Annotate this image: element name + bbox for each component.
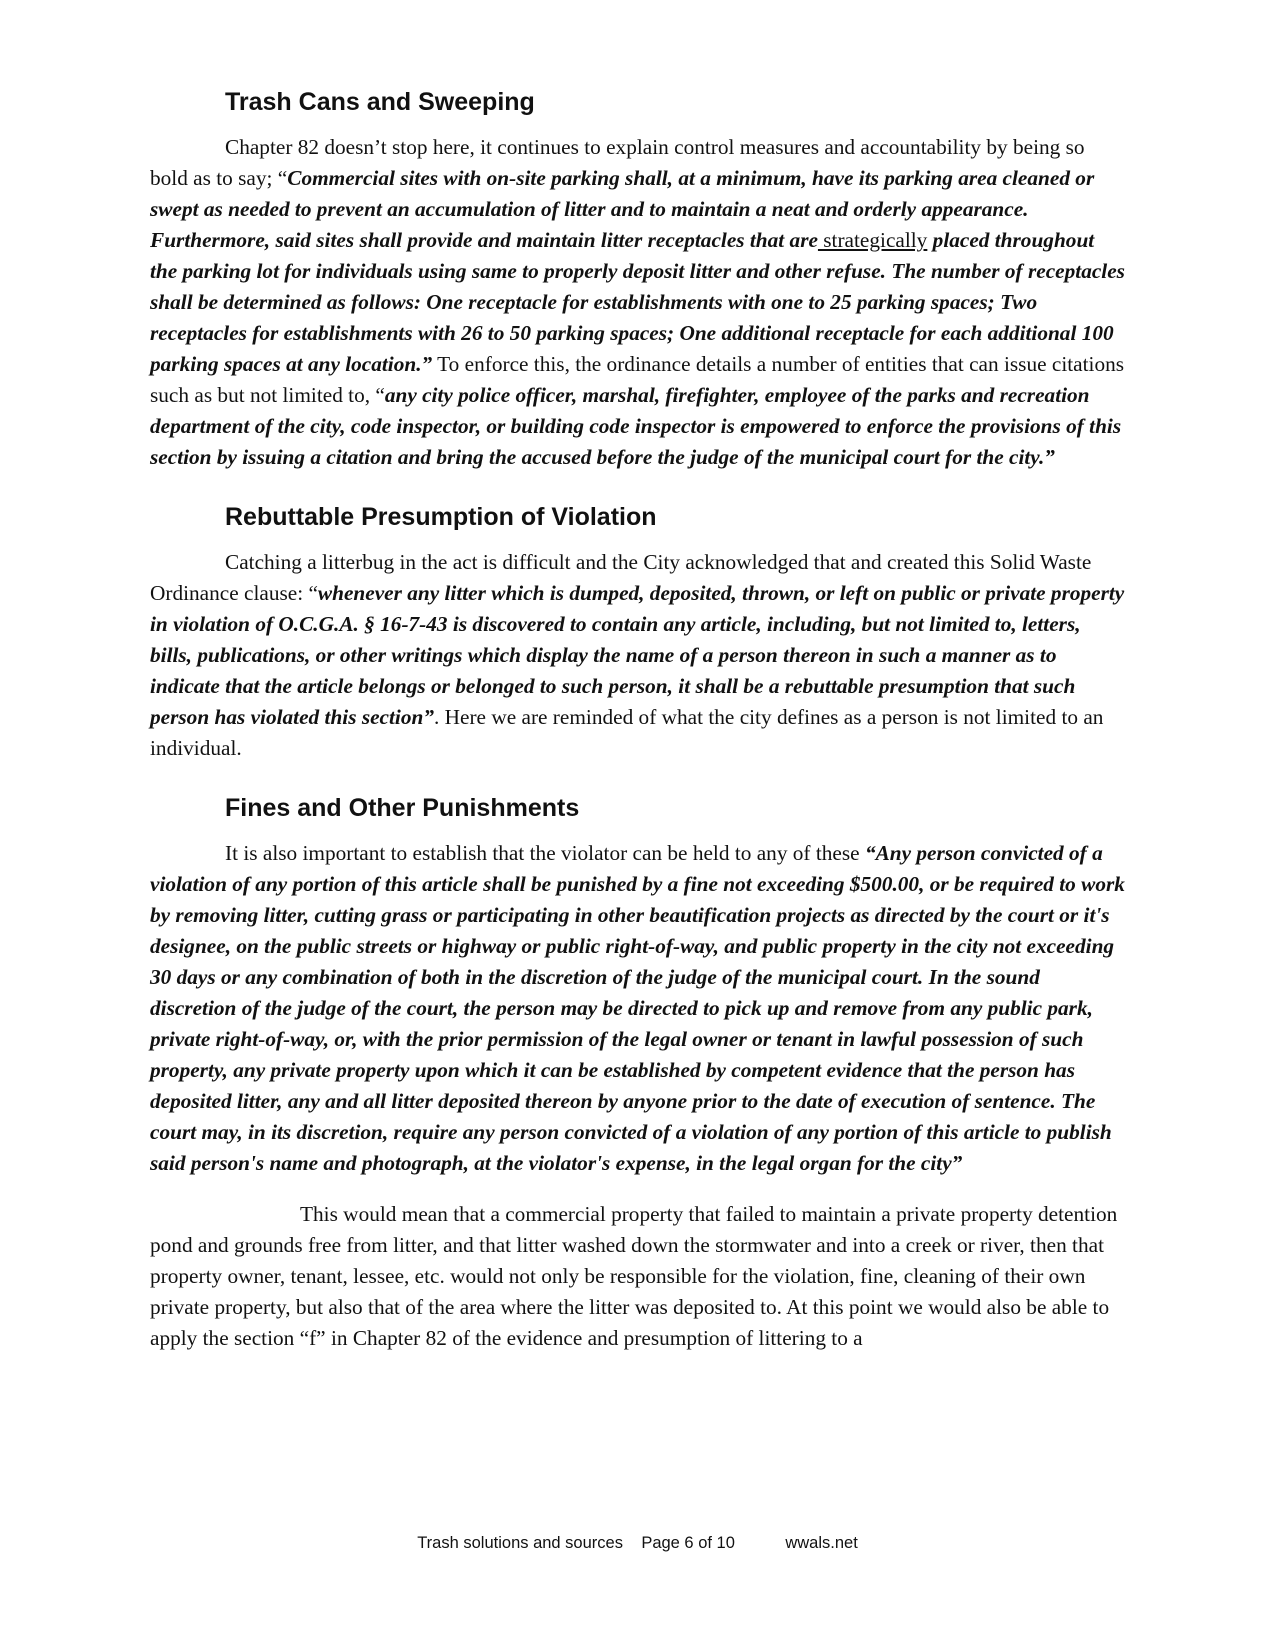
section-heading: Trash Cans and Sweeping xyxy=(225,88,535,116)
plain-text: It is also important to establish that the violator can be held to any of these xyxy=(225,841,865,865)
section-trash-cans xyxy=(150,86,1125,473)
quoted-text: whenever any litter which is dumped, deposited, thrown, or left on public or private property in violation of O.C.G.A. § 16-7-43 is discovered to contain any article, including, but not limited to, letters, bills, publications, or other writings which display the name of a person thereon in such a manner as to indicate that the article belongs or belonged to such person, it shall be a rebuttable presumption that such person has violated this section” xyxy=(150,581,1125,729)
plain-text: Chapter 82 doesn’t stop here, it continues to explain control measures and accountability by being so bold as to say; “ xyxy=(150,135,1085,190)
quoted-text: placed throughout the parking lot for individuals using same to properly deposit litter and other refuse. The number of receptacles shall be determined as follows: One receptacle for establishments with one to 25 parking spaces; Two receptacles for establishments with 26 to 50 parking spaces; One additional receptacle for each additional 100 parking spaces at any location.” xyxy=(150,228,1125,376)
quoted-text: any city police officer, marshal, firefighter, employee of the parks and recreation department of the city, code inspector, or building code inspector is empowered to enforce the provisions of this section by issuing a citation and bring the accused before the judge of the municipal court for the city.” xyxy=(150,383,1122,469)
quoted-text: “Any person convicted of a violation of any portion of this article shall be punished by a fine not exceeding $500.00, or be required to work by removing litter, cutting grass or participating in other beautification projects as directed by the court or it's designee, on the public streets or highway or public right-of-way, and public property in the city not exceeding 30 days or any combination of both in the discretion of the judge of the municipal court. In the sound discretion of the judge of the court, the person may be directed to pick up and remove from any public park, private right-of-way, or, with the prior permission of the legal owner or tenant in lawful possession of such property, any private property upon which it can be established by competent evidence that the person has deposited litter, any and all litter deposited thereon by anyone prior to the date of execution of sentence. The court may, in its discretion, require any person convicted of a violation of any portion of this article to publish said person's name and photograph, at the violator's expense, in the legal organ for the city” xyxy=(150,841,1125,1175)
body-paragraph xyxy=(150,547,1125,764)
section-heading: Fines and Other Punishments xyxy=(225,794,580,822)
section-rebuttable-presumption xyxy=(150,501,1125,764)
footer-page-number: Page 6 of 10 xyxy=(641,1534,735,1552)
plain-text: Catching a litterbug in the act is difficult and the City acknowledged that and created this Solid Waste Ordinance clause: “ xyxy=(150,550,1092,605)
section-fines xyxy=(150,792,1125,1354)
body-paragraph xyxy=(150,132,1125,473)
footer-title: Trash solutions and sources xyxy=(417,1534,623,1552)
body-paragraph: This would mean that a commercial property that failed to maintain a private property detention pond and grounds free from litter, and that litter washed down the stormwater and into a creek or river, then that property owner, tenant, lessee, etc. would not only be responsible for the violation, fine, cleaning of their own private property, but also that of the area where the litter was deposited to. At this point we would also be able to apply the section “f” in Chapter 82 of the evidence and presumption of littering to a xyxy=(150,1202,1118,1350)
body-paragraph xyxy=(150,838,1125,1179)
quoted-text: Commercial sites with on-site parking shall, at a minimum, have its parking area cleaned or swept as needed to prevent an accumulation of litter and to maintain a neat and orderly appearance. Furthermore, said sites shall provide and maintain litter receptacles that are xyxy=(150,166,1095,252)
section-heading: Rebuttable Presumption of Violation xyxy=(225,503,657,531)
plain-text: . Here we are reminded of what the city defines as a person is not limited to an individual. xyxy=(150,705,1104,760)
page-footer xyxy=(0,1534,1275,1553)
underlined-text: strategically xyxy=(817,228,928,252)
footer-site-link[interactable]: wwals.net xyxy=(785,1534,858,1552)
page-content xyxy=(150,86,1125,1382)
plain-text: To enforce this, the ordinance details a number of entities that can issue citations such as but not limited to, “ xyxy=(150,352,1125,407)
